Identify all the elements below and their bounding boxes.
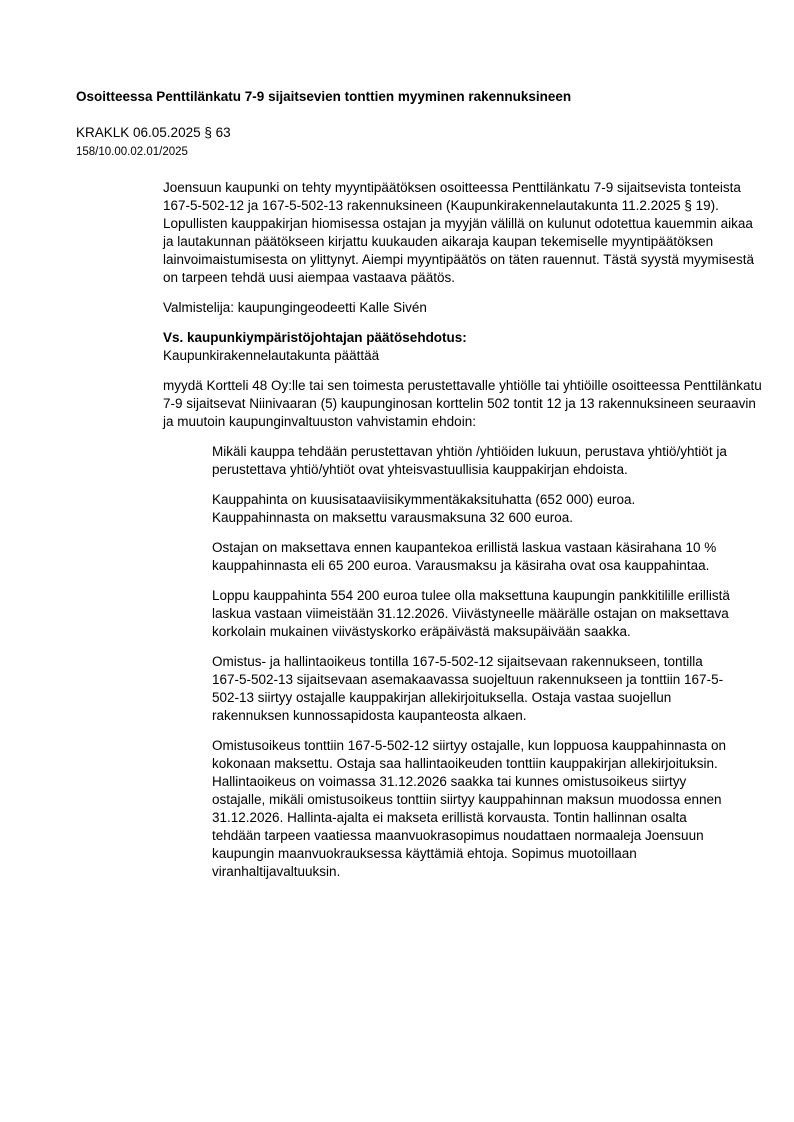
condition-item: Omistus- ja hallintaoikeus tontilla 167-5-502-12 sijaitsevaan rakennukseen, tontilla 167-5-502-13 sijaitsevaan asemakaavassa suojeltuun rakennukseen ja tonttiin 167-5-502-13 siirtyy ostajalle kauppakirjan allekirjoituksella. Ostaja vastaa suojellun rakennuksen kunnossapidosta kaupanteosta alkaen. (212, 654, 724, 723)
conditions-list (212, 443, 732, 881)
condition-item: Loppu kauppahinta 554 200 euroa tulee olla maksettuna kaupungin pankkitilille erillistä laskua vastaan viimeistään 31.12.2026. Viivästyneelle määrälle ostajan on maksettava korkolain mukainen viivästyskorko eräpäivästä maksupäivään saakka. (212, 588, 730, 639)
record-id: 158/10.00.02.01/2025 (76, 146, 188, 158)
intro-paragraph: Joensuun kaupunki on tehty myyntipäätöksen osoitteessa Penttilänkatu 7-9 sijaitsevista tonteista 167-5-502-12 ja 167-5-502-13 rakennuksineen (Kaupunkirakennelautakunta 11.2.2025 § 19). Lopullisten kauppakirjan hiomisessa ostajan ja myyjän välillä on kulunut odotettua kauemmin aikaa ja lautakunnan päätökseen kirjattu kuukauden aikaraja kaupan tekemiselle myyntipäätöksen lainvoimaistumisesta on ylittynyt. Aiempi myyntipäätös on täten rauennut. Tästä syystä myymisestä on tarpeen tehdä uusi aiempaa vastaava päätös. (163, 180, 755, 285)
meeting-reference: KRAKLK 06.05.2025 § 63 (76, 125, 231, 140)
board-decides-line: Kaupunkirakennelautakunta päättää (163, 348, 380, 363)
decision-paragraph: myydä Kortteli 48 Oy:lle tai sen toimesta perustettavalle yhtiölle tai yhtiöille osoitteessa Penttilänkatu 7-9 sijaitsevat Niinivaaran (5) kaupunginosan korttelin 502 tontit 12 ja 13 rakennuksineen seuraavin ja muutoin kaupunginvaltuuston vahvistamin ehdoin: (163, 378, 762, 429)
preparer-line: Valmistelija: kaupungingeodeetti Kalle Sivén (163, 300, 427, 315)
condition-item: Kauppahinta on kuusisataaviisikymmentäkaksituhatta (652 000) euroa. Kauppahinnasta on maksettu varausmaksuna 32 600 euroa. (212, 492, 636, 525)
document-body (163, 179, 763, 893)
condition-item: Mikäli kauppa tehdään perustettavan yhtiön /yhtiöiden lukuun, perustava yhtiö/yhtiöt ja perustettava yhtiö/yhtiöt ovat yhteisvastuullisia kauppakirjan ehdoista. (212, 444, 727, 477)
document-title: Osoitteessa Penttilänkatu 7-9 sijaitsevien tonttien myyminen rakennuksineen (76, 89, 572, 104)
proposal-heading: Vs. kaupunkiympäristöjohtajan päätösehdotus: (163, 330, 467, 345)
condition-item: Ostajan on maksettava ennen kaupantekoa erillistä laskua vastaan käsirahana 10 % kauppahinnasta eli 65 200 euroa. Varausmaksu ja käsiraha ovat osa kauppahintaa. (212, 540, 717, 573)
condition-item: Omistusoikeus tonttiin 167-5-502-12 siirtyy ostajalle, kun loppuosa kauppahinnasta on kokonaan maksettu. Ostaja saa hallintaoikeuden tonttiin kauppakirjan allekirjoituksin. Hallintaoikeus on voimassa 31.12.2026 saakka tai kunnes omistusoikeus siirtyy ostajalle, mikäli omistusoikeus tonttiin siirtyy kauppahinnan maksun muodossa ennen 31.12.2026. Hallinta-ajalta ei makseta erillistä korvausta. Tontin hallinnan osalta tehdään tarpeen vaatiessa maanvuokrasopimus noudattaen normaaleja Joensuun kaupungin maanvuokrauksessa käyttämiä ehtoja. Sopimus muotoillaan viranhaltijavaltuuksin. (212, 738, 727, 879)
